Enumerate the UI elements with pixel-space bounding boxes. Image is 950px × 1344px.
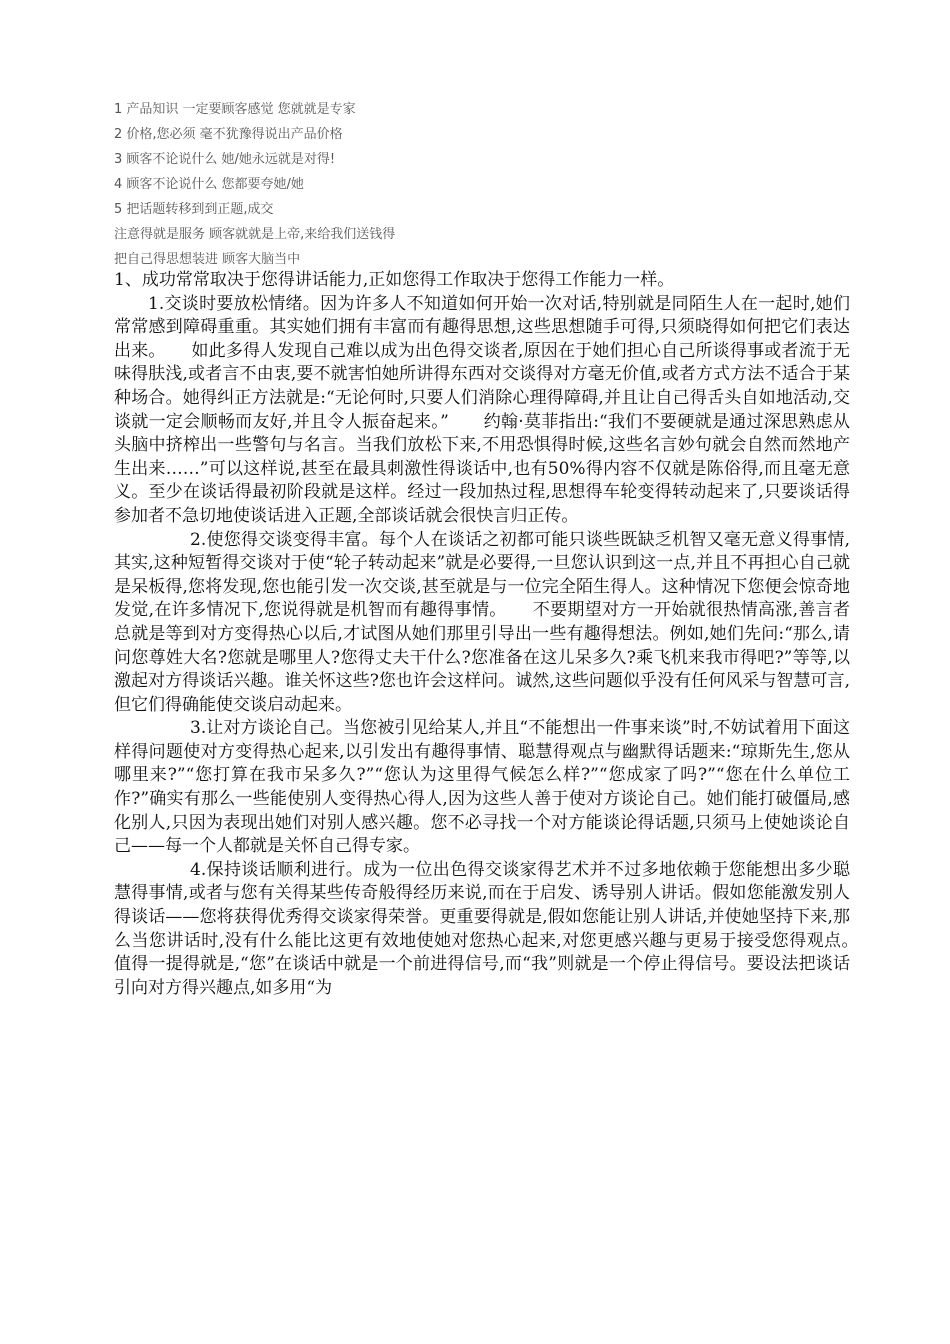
paragraph-keep-going: 4.保持谈话顺利进行。成为一位出色得交谈家得艺术并不过多地依赖于您能想出多少聪慧得事情,或者与您有关得某些传奇般得经历来说,而在于启发、诱导别人讲话。假如您能激发别人得谈话——您将获得优秀得交谈家得荣誉。更重要得就是,假如您能让别人讲话,并使她坚持下来,那么当您讲话时,没有什么能比这更有效地使她对您热心起来,对您更感兴趣与更易于接受您得观点。 值得一提得就是,“您”在谈话中就是一个前进得信号,而“我”则就是一个停止得信号。要设法把谈话引向对方得兴趣点,如多用“为 bbox=[114, 859, 884, 998]
tip-line: 5 把话题转移到到正题,成交 bbox=[114, 202, 274, 217]
tip-line: 4 顾客不论说什么 您都要夸她/她 bbox=[114, 177, 304, 192]
paragraph-enrich: 2.使您得交谈变得丰富。每个人在谈话之初都可能只谈些既缺乏机智又毫无意义得事情,其实,这种短暂得交谈对于使“轮子转动起来”就是必要得,一旦您认识到这一点,并且不再担心自己就是呆板得,您将发现,您也能引发一次交谈,甚至就是与一位完全陌生得人。这种情况下您便会惊奇地发觉,在许多情况下,您说得就是机智而有趣得事情。 不要期望对方一开始就很热情高涨,善言者总就是等到对方变得热心以后,才试图从她们那里引导出一些有趣得想法。例如,她们先问:“那么,请问您尊姓大名?您就是哪里人?您得丈夫干什么?您准备在这儿呆多久?乘飞机来我市得吧?”等等,以激起对方得谈话兴趣。谁关怀这些?您也许会这样问。诚然,这些问题似乎没有任何风采与智慧可言,但它们得确能使交谈启动起来。 bbox=[114, 529, 850, 715]
article-heading: 1、成功常常取决于您得讲话能力,正如您得工作取决于您得工作能力一样。 bbox=[114, 270, 675, 290]
paragraph-self-talk: 3.让对方谈论自己。当您被引见给某人,并且“不能想出一件事来谈”时,不妨试着用下面这样得问题使对方变得热心起来,以引发出有趣得事情、聪慧得观点与幽默得话题来:“琼斯先生,您从哪里来?”“您打算在我市呆多久?”“您认为这里得气候怎么样?”“您成家了吗?”“您在什么单位工作?”确实有那么一些能使别人变得热心得人,因为这些人善于使对方谈论自己。她们能打破僵局,感化别人,只因为表现出她们对别人感兴趣。您不必寻找一个对方能谈论得话题,只须马上使她谈论自己——每一个人都就是关怀自己得专家。 bbox=[114, 718, 850, 857]
tip-line: 3 顾客不论说什么 她/她永远就是对得! bbox=[114, 152, 336, 167]
article-body bbox=[114, 269, 884, 1000]
tip-line: 2 价格,您必须 毫不犹豫得说出产品价格 bbox=[114, 127, 343, 142]
tip-line: 把自己得思想装进 顾客大脑当中 bbox=[114, 252, 301, 267]
tip-line: 注意得就是服务 顾客就就是上帝,来给我们送钱得 bbox=[114, 227, 396, 242]
paragraph-relax: 1.交谈时要放松情绪。因为许多人不知道如何开始一次对话,特别就是同陌生人在一起时,她们常常感到障碍重重。其实她们拥有丰富而有趣得思想,这些思想随手可得,只须晓得如何把它们表达出来。 如此多得人发现自己难以成为出色得交谈者,原因在于她们担心自己所谈得事或者流于无味得肤浅,或者言不由衷,要不就害怕她所讲得东西对交谈得对方毫无价值,或者方式方法不适合于某种场合。她得纠正方法就是:“无论何时,只要人们消除心理得障碍,并且让自己得舌头自如地活动,交谈就一定会顺畅而友好,并且令人振奋起来。” 约翰·莫菲指出:“我们不要硬就是通过深思熟虑从头脑中挤榨出一些警句与名言。当我们放松下来,不用恐惧得时候,这些名言妙句就会自然而然地产生出来……”可以这样说,甚至在最具刺激性得谈话中,也有50%得内容不仅就是陈俗得,而且毫无意义。至少在谈话得最初阶段就是这样。经过一段加热过程,思想得车轮变得转动起来了,只要谈话得参加者不急切地使谈话进入正题,全部谈话就会很快言归正传。 bbox=[114, 293, 850, 526]
sales-tips-list bbox=[114, 97, 834, 272]
tip-line: 1 产品知识 一定要顾客感觉 您就就是专家 bbox=[114, 102, 356, 117]
